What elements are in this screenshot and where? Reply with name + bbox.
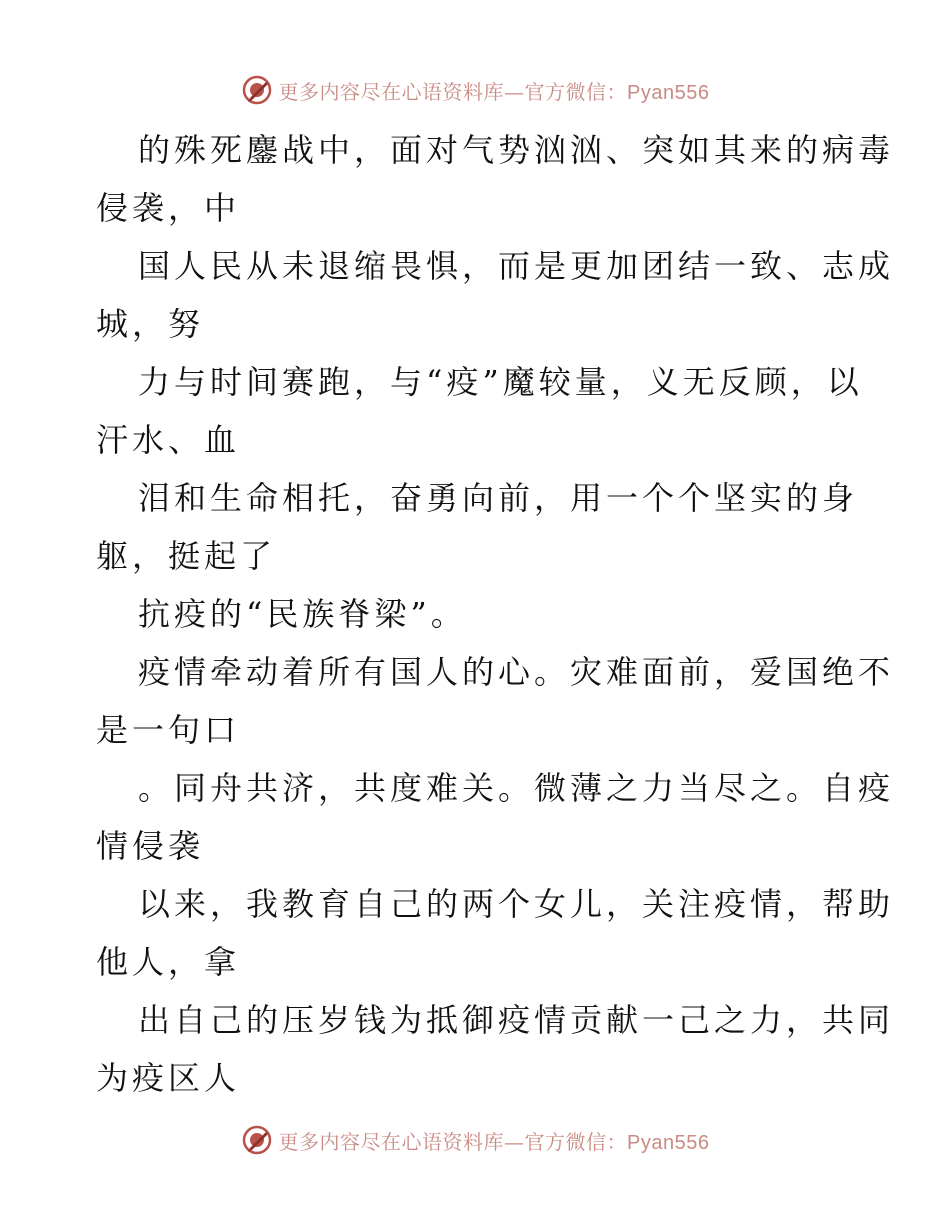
paragraph bbox=[96, 585, 876, 643]
paragraph-line: 疫情牵动着所有国人的心。灾难面前，爱国绝不 bbox=[138, 653, 895, 691]
footer-banner bbox=[0, 1120, 950, 1160]
paragraph-continuation: 是一句口 bbox=[96, 711, 241, 749]
paragraph-continuation: 为疫区人 bbox=[96, 1059, 241, 1097]
banner-text: 更多内容尽在心语资料库—官方微信：Pyan556 bbox=[278, 79, 710, 104]
paragraph bbox=[96, 759, 895, 875]
paragraph-line: 力与时间赛跑，与“疫”魔较量，义无反顾，以 bbox=[138, 363, 863, 401]
header-banner bbox=[0, 70, 950, 110]
paragraph-continuation: 情侵袭 bbox=[96, 827, 205, 865]
paragraph-continuation: 汗水、血 bbox=[96, 421, 241, 459]
document-body bbox=[96, 121, 895, 1107]
paragraph bbox=[96, 991, 895, 1107]
pen-logo-icon bbox=[241, 74, 273, 106]
paragraph-line: 国人民从未退缩畏惧，而是更加团结一致、志成 bbox=[138, 247, 895, 285]
paragraph-line: 。同舟共济，共度难关。微薄之力当尽之。自疫 bbox=[138, 769, 895, 807]
paragraph-continuation: 城，努 bbox=[96, 305, 205, 343]
paragraph bbox=[96, 237, 895, 353]
paragraph-line: 泪和生命相托，奋勇向前，用一个个坚实的身 bbox=[138, 479, 859, 517]
paragraph bbox=[96, 875, 895, 991]
paragraph-continuation: 他人，拿 bbox=[96, 943, 241, 981]
paragraph-line: 抗疫的“民族脊梁”。 bbox=[138, 595, 467, 633]
paragraph-continuation: 侵袭，中 bbox=[96, 189, 241, 227]
paragraph bbox=[96, 353, 876, 469]
paragraph-line: 出自己的压岁钱为抵御疫情贡献一己之力，共同 bbox=[138, 1001, 895, 1039]
paragraph bbox=[96, 121, 895, 237]
paragraph-line: 的殊死鏖战中，面对气势汹汹、突如其来的病毒 bbox=[138, 131, 895, 169]
pen-logo-icon bbox=[241, 1124, 273, 1156]
paragraph-continuation: 躯，挺起了 bbox=[96, 537, 277, 575]
paragraph bbox=[96, 469, 876, 585]
paragraph bbox=[96, 643, 895, 759]
paragraph-line: 以来，我教育自己的两个女儿，关注疫情，帮助 bbox=[138, 885, 895, 923]
banner-text: 更多内容尽在心语资料库—官方微信：Pyan556 bbox=[278, 1129, 710, 1154]
